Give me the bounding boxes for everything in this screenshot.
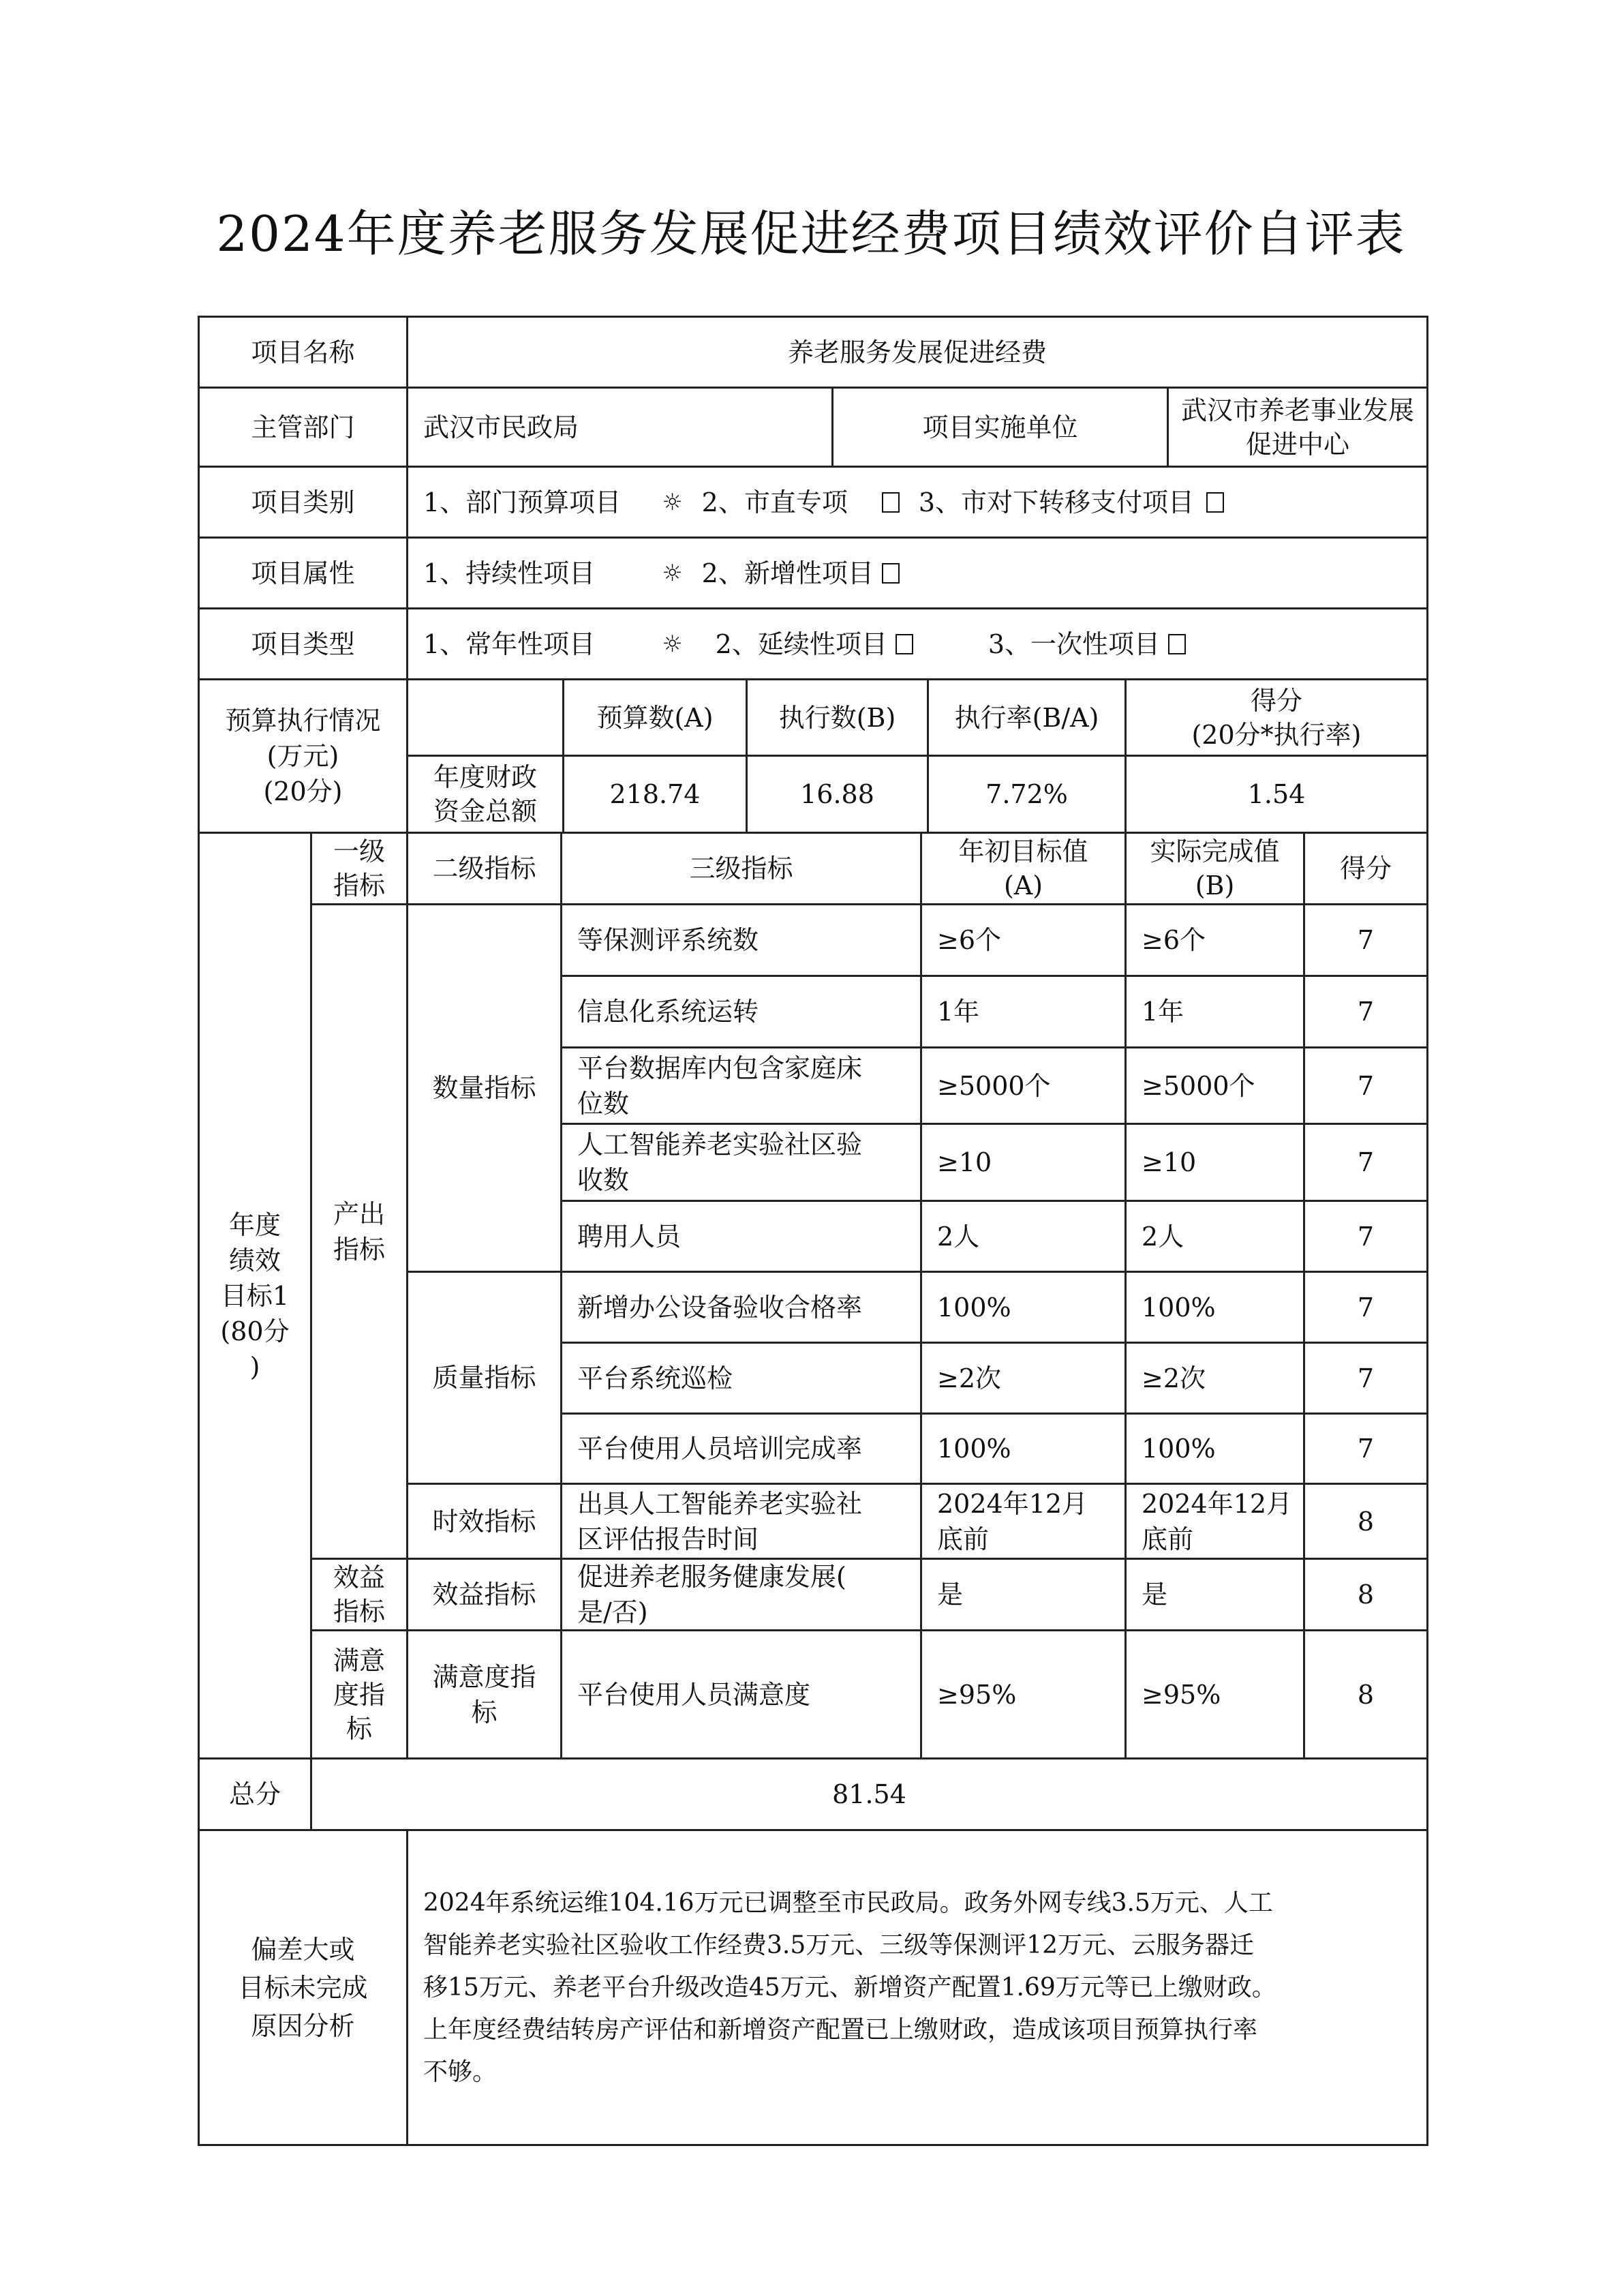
target-value xyxy=(922,1415,1124,1483)
target-value-text: 2人 xyxy=(937,1221,980,1252)
type-option-3: 3、一次性项目 xyxy=(988,629,1161,659)
target-value-text: 底前 xyxy=(937,1524,990,1554)
actual-value xyxy=(1127,977,1303,1046)
deviation-line: 智能养老实验社区验收工作经费3.5万元、三级等保测评12万元、云服务器迁 xyxy=(423,1931,1255,1959)
checked-sun-icon[interactable]: ☼ xyxy=(662,488,683,516)
actual-value-text: 100% xyxy=(1142,1434,1216,1464)
indicator-score-text: 8 xyxy=(1357,1506,1375,1537)
indicator-score-text: 7 xyxy=(1357,997,1375,1027)
target-value xyxy=(922,1273,1124,1342)
actual-value xyxy=(1127,1344,1303,1413)
header-target-line1: 年初目标值 xyxy=(958,836,1088,866)
budget-header-executed: 执行数(B) xyxy=(778,702,896,733)
attribute-option-2: 2、新增性项目 xyxy=(701,558,874,588)
level1-benefit-line1: 效益 xyxy=(333,1562,385,1592)
target-value-text: 是 xyxy=(937,1580,964,1610)
header-level1 xyxy=(312,834,406,903)
actual-value xyxy=(1127,1415,1303,1483)
department-value: 武汉市民政局 xyxy=(423,412,579,442)
target-value-text: ≥10 xyxy=(937,1147,992,1177)
indicator-score-text: 7 xyxy=(1357,1070,1375,1101)
indicator-name-text: 人工智能养老实验社区验 xyxy=(577,1130,863,1160)
budget-label-line3: (20分) xyxy=(263,776,343,806)
unchecked-box-icon[interactable] xyxy=(896,634,913,654)
indicator-name-text: 平台使用人员培训完成率 xyxy=(577,1434,863,1464)
indicator-name xyxy=(562,1485,920,1558)
target-value-text: 100% xyxy=(937,1292,1011,1323)
level2-timeliness: 时效指标 xyxy=(432,1506,536,1537)
indicator-score xyxy=(1305,1125,1426,1200)
total-score-label: 总分 xyxy=(228,1779,281,1809)
actual-value-text: 底前 xyxy=(1142,1524,1194,1554)
indicator-name xyxy=(562,1273,920,1342)
indicator-name-text: 收数 xyxy=(577,1165,630,1195)
level1-benefit-line2: 指标 xyxy=(333,1597,385,1627)
indicator-name xyxy=(562,1560,920,1629)
checked-sun-icon[interactable]: ☼ xyxy=(662,630,683,658)
table-border-bottom xyxy=(198,2144,1428,2146)
indicator-score xyxy=(1305,1631,1426,1757)
level1-satisfaction-line1: 满意 xyxy=(333,1645,385,1676)
target-value xyxy=(922,1125,1124,1200)
target-value-text: ≥5000个 xyxy=(937,1070,1051,1101)
indicator-score xyxy=(1305,1202,1426,1271)
indicator-name-text: 聘用人员 xyxy=(577,1221,682,1252)
indicator-name-text: 平台系统巡检 xyxy=(577,1363,733,1393)
project-type-options xyxy=(408,609,1426,678)
budget-value: 218.74 xyxy=(609,779,701,809)
header-level2: 二级指标 xyxy=(432,854,536,883)
level2-satisfaction-line2: 标 xyxy=(471,1697,498,1727)
annual-performance-label xyxy=(200,834,310,1757)
indicator-name xyxy=(562,977,920,1046)
level1-satisfaction-line3: 标 xyxy=(346,1713,372,1744)
indicator-name xyxy=(562,905,920,975)
indicator-score xyxy=(1305,905,1426,975)
total-score-value: 81.54 xyxy=(832,1779,906,1809)
perf-label-line4: (80分 xyxy=(220,1316,290,1346)
actual-value-text: ≥2次 xyxy=(1142,1363,1206,1393)
project-category-options xyxy=(408,468,1426,537)
deviation-line: 上年度经费结转房产评估和新增资产配置已上缴财政，造成该项目预算执行率 xyxy=(423,2015,1258,2044)
indicator-name-text: 是/否) xyxy=(577,1597,648,1627)
annual-fund-line1: 年度财政 xyxy=(433,762,537,792)
deviation-label-line2: 目标未完成 xyxy=(238,1972,368,2003)
target-value-text: 2024年12月 xyxy=(937,1488,1088,1519)
implementing-unit-text: 武汉市养老事业发展促进中心 xyxy=(1180,395,1414,459)
actual-value-text: 是 xyxy=(1142,1580,1168,1610)
indicator-score-text: 7 xyxy=(1357,1221,1375,1252)
indicator-name-text: 新增办公设备验收合格率 xyxy=(577,1292,863,1323)
table-border-right xyxy=(1426,316,1428,2146)
page-title: 2024年度养老服务发展促进经费项目绩效评价自评表 xyxy=(216,205,1406,262)
indicator-name-text: 等保测评系统数 xyxy=(577,925,759,955)
indicator-score-text: 7 xyxy=(1357,1363,1375,1393)
level1-output xyxy=(312,905,406,1558)
header-score: 得分 xyxy=(1339,854,1392,883)
target-value xyxy=(922,1560,1124,1629)
actual-value xyxy=(1127,1560,1303,1629)
indicator-name xyxy=(562,1048,920,1123)
header-level1-line1: 一级 xyxy=(333,836,385,866)
project-name-label: 项目名称 xyxy=(251,337,355,367)
project-type-label: 项目类型 xyxy=(251,629,355,659)
budget-header-rate: 执行率(B/A) xyxy=(954,702,1099,733)
actual-value xyxy=(1127,1273,1303,1342)
budget-score-value: 1.54 xyxy=(1247,779,1306,809)
indicator-name-text: 出具人工智能养老实验社 xyxy=(577,1488,863,1519)
target-value-text: 100% xyxy=(937,1434,1011,1464)
indicator-name-text: 平台数据库内包含家庭床 xyxy=(577,1053,863,1083)
level2-quality: 质量指标 xyxy=(432,1363,536,1393)
annual-fund-line2: 资金总额 xyxy=(433,796,537,826)
budget-label-line1: 预算执行情况 xyxy=(225,706,381,736)
category-option-1: 1、部门预算项目 xyxy=(423,487,622,517)
indicator-score-text: 7 xyxy=(1357,1292,1375,1323)
budget-score-header-line1: 得分 xyxy=(1250,685,1302,716)
department-label: 主管部门 xyxy=(251,412,355,442)
header-level1-line2: 指标 xyxy=(333,871,385,901)
actual-value xyxy=(1127,1631,1303,1757)
target-value xyxy=(922,905,1124,975)
project-attribute-options xyxy=(408,539,1426,607)
level2-benefit: 效益指标 xyxy=(432,1580,536,1610)
implementing-unit-label: 项目实施单位 xyxy=(922,412,1078,442)
annual-fund-total-label xyxy=(408,757,562,832)
indicator-score xyxy=(1305,1560,1426,1629)
implementing-unit-value xyxy=(1169,389,1426,466)
deviation-line: 不够。 xyxy=(423,2057,498,2086)
level1-satisfaction-line2: 度指 xyxy=(333,1679,385,1710)
level1-satisfaction xyxy=(312,1631,406,1757)
actual-value-text: ≥10 xyxy=(1142,1147,1197,1177)
target-value-text: ≥6个 xyxy=(937,925,1002,955)
actual-value-text: 100% xyxy=(1142,1292,1216,1323)
deviation-analysis-text xyxy=(408,1831,1426,2144)
indicator-score xyxy=(1305,977,1426,1046)
category-option-3: 3、市对下转移支付项目 xyxy=(918,487,1195,517)
actual-value xyxy=(1127,1125,1303,1200)
actual-value-text: 2人 xyxy=(1142,1221,1184,1252)
perf-label-line1: 年度 xyxy=(228,1209,281,1240)
indicator-name-text: 促进养老服务健康发展( xyxy=(577,1562,846,1592)
actual-value-text: ≥5000个 xyxy=(1142,1070,1255,1101)
target-value xyxy=(922,977,1124,1046)
header-actual xyxy=(1127,834,1303,903)
execution-rate-value: 7.72% xyxy=(985,779,1068,809)
header-level3: 三级指标 xyxy=(689,854,793,883)
deviation-label xyxy=(200,1831,406,2144)
indicator-name-text: 区评估报告时间 xyxy=(577,1524,759,1554)
checked-sun-icon[interactable]: ☼ xyxy=(662,559,683,587)
attribute-option-1: 1、持续性项目 xyxy=(423,558,596,588)
level2-satisfaction xyxy=(408,1631,560,1757)
indicator-score xyxy=(1305,1415,1426,1483)
type-option-1: 1、常年性项目 xyxy=(423,629,596,659)
target-value-text: 1年 xyxy=(937,997,980,1027)
budget-score-header-line2: (20分*执行率) xyxy=(1191,719,1362,750)
target-value-text: ≥2次 xyxy=(937,1363,1002,1393)
actual-value-text: 2024年12月 xyxy=(1142,1488,1293,1519)
target-value xyxy=(922,1631,1124,1757)
budget-execution-label xyxy=(200,680,406,832)
actual-value xyxy=(1127,1485,1303,1558)
indicator-name xyxy=(562,1415,920,1483)
indicator-name xyxy=(562,1125,920,1200)
level2-satisfaction-line1: 满意度指 xyxy=(432,1661,536,1692)
deviation-line: 2024年系统运维104.16万元已调整至市民政局。政务外网专线3.5万元、人工 xyxy=(423,1888,1273,1917)
type-option-2: 2、延续性项目 xyxy=(715,629,887,659)
project-attribute-label: 项目属性 xyxy=(251,558,355,588)
header-target xyxy=(922,834,1124,903)
indicator-name xyxy=(562,1344,920,1413)
indicator-name-text: 平台使用人员满意度 xyxy=(577,1679,811,1710)
indicator-name xyxy=(562,1202,920,1271)
actual-value-text: 1年 xyxy=(1142,997,1184,1027)
target-value-text: ≥95% xyxy=(937,1679,1017,1710)
project-category-label: 项目类别 xyxy=(251,487,355,517)
target-value xyxy=(922,1344,1124,1413)
deviation-label-line1: 偏差大或 xyxy=(251,1934,355,1965)
unchecked-box-icon[interactable] xyxy=(1206,492,1224,513)
indicator-name xyxy=(562,1631,920,1757)
actual-value-text: ≥6个 xyxy=(1142,925,1206,955)
indicator-score xyxy=(1305,1273,1426,1342)
perf-label-line5: ) xyxy=(249,1351,260,1382)
level1-output-line2: 指标 xyxy=(333,1234,385,1265)
indicator-score-text: 8 xyxy=(1357,1580,1375,1610)
budget-header-score xyxy=(1127,680,1426,755)
actual-value xyxy=(1127,1048,1303,1123)
header-actual-line2: (B) xyxy=(1195,871,1235,901)
budget-label-line2: (万元) xyxy=(266,741,339,771)
unchecked-box-icon[interactable] xyxy=(1168,634,1186,654)
deviation-line: 移15万元、养老平台升级改造45万元、新增资产配置1.69万元等已上缴财政。 xyxy=(423,1973,1276,2002)
header-actual-line1: 实际完成值 xyxy=(1150,836,1280,866)
level1-output-line1: 产出 xyxy=(333,1198,385,1229)
perf-label-line2: 绩效 xyxy=(228,1245,281,1275)
target-value xyxy=(922,1048,1124,1123)
indicator-score-text: 8 xyxy=(1357,1679,1375,1710)
indicator-score xyxy=(1305,1344,1426,1413)
indicator-score-text: 7 xyxy=(1357,925,1375,955)
budget-header-budget: 预算数(A) xyxy=(596,702,714,733)
unchecked-box-icon[interactable] xyxy=(882,492,900,513)
indicator-score-text: 7 xyxy=(1357,1147,1375,1177)
indicator-score xyxy=(1305,1048,1426,1123)
indicator-name-text: 信息化系统运转 xyxy=(577,997,759,1027)
category-option-2: 2、市直专项 xyxy=(701,487,848,517)
indicator-score-text: 7 xyxy=(1357,1434,1375,1464)
indicator-score xyxy=(1305,1485,1426,1558)
target-value xyxy=(922,1485,1124,1558)
indicator-name-text: 位数 xyxy=(577,1088,630,1119)
actual-value xyxy=(1127,1202,1303,1271)
unchecked-box-icon[interactable] xyxy=(882,563,900,584)
actual-value xyxy=(1127,905,1303,975)
header-target-line2: (A) xyxy=(1003,871,1043,901)
perf-label-line3: 目标1 xyxy=(220,1280,290,1311)
executed-value: 16.88 xyxy=(800,779,874,809)
level2-quantity: 数量指标 xyxy=(432,1073,536,1103)
target-value xyxy=(922,1202,1124,1271)
actual-value-text: ≥95% xyxy=(1142,1679,1221,1710)
project-name-value: 养老服务发展促进经费 xyxy=(787,337,1047,367)
level1-benefit xyxy=(312,1560,406,1629)
deviation-label-line3: 原因分析 xyxy=(251,2010,355,2041)
